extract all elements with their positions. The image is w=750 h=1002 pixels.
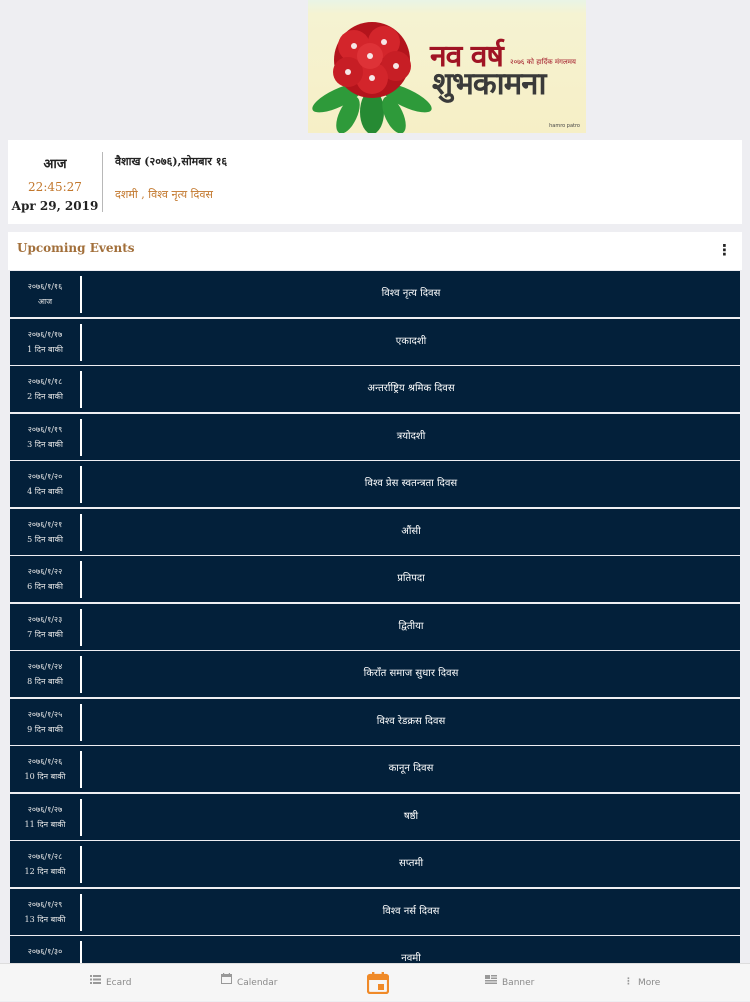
event-date-cell (10, 889, 80, 935)
event-name: कानून दिवस (388, 763, 434, 774)
event-date-cell (10, 936, 80, 963)
event-days-remaining: 2 दिन बाकी (27, 392, 63, 401)
event-name: सप्तमी (398, 858, 424, 869)
event-name: द्वितीया (398, 620, 424, 632)
event-date-cell (10, 794, 80, 840)
event-row[interactable] (10, 699, 740, 745)
more-vertical-icon: ⋮ (624, 977, 633, 987)
event-date-cell (10, 604, 80, 650)
event-bs-date: २०७६/१/१६ (27, 282, 63, 291)
event-row[interactable] (10, 889, 740, 935)
event-name: त्रयोदशी (396, 430, 426, 442)
event-bs-date: २०७६/१/१९ (27, 424, 63, 434)
event-days-remaining: 1 दिन बाकी (27, 344, 63, 354)
event-name: नवमी (401, 953, 421, 963)
divider (102, 152, 103, 212)
event-bs-date: २०७६/१/२८ (27, 852, 63, 861)
upcoming-events-title: Upcoming Events (17, 241, 135, 255)
upcoming-events-header (8, 232, 742, 270)
event-name: एकादशी (395, 335, 427, 347)
event-date-cell (10, 461, 80, 507)
event-row[interactable] (10, 366, 740, 412)
nepali-date: वैशाख (२०७६),सोमबार १६ (115, 155, 228, 168)
event-row[interactable] (10, 461, 740, 507)
event-bs-date: २०७६/१/२० (27, 472, 63, 481)
event-name: किराँत समाज सुधार दिवस (363, 668, 459, 679)
event-days-remaining: 3 दिन बाकी (27, 439, 63, 449)
event-row[interactable] (10, 509, 740, 555)
rhododendron-flower-icon (308, 0, 438, 133)
event-row[interactable] (10, 556, 740, 602)
event-name: अन्तर्राष्ट्रिय श्रमिक दिवस (367, 383, 455, 394)
nav-calendar-label: Calendar (237, 978, 278, 988)
event-row[interactable] (10, 936, 740, 963)
event-bs-date: २०७६/१/२४ (27, 662, 63, 671)
current-date: Apr 29, 2019 (11, 199, 99, 213)
event-days-remaining: 4 दिन बाकी (27, 487, 63, 496)
nav-banner-label: Banner (502, 978, 535, 988)
event-name: विश्व रेडक्रस दिवस (376, 715, 446, 727)
list-icon (90, 964, 101, 1001)
event-date-cell (10, 556, 80, 602)
banner-subtitle: २०७६ को हार्दिक मंगलमय (510, 58, 576, 66)
event-name: विश्व नृत्य दिवस (381, 288, 441, 299)
banner-title-line2: शुभकामना (432, 66, 546, 102)
calendar-icon (221, 964, 232, 1001)
nav-calendar[interactable] (221, 964, 277, 1001)
event-date-cell (10, 841, 80, 887)
event-days-remaining: आज (37, 297, 53, 306)
today-clock (8, 140, 102, 224)
event-row[interactable] (10, 319, 740, 365)
event-row[interactable] (10, 604, 740, 650)
nav-ecard-label: Ecard (106, 978, 132, 988)
event-name: विश्व प्रेस स्वतन्त्रता दिवस (364, 478, 458, 489)
event-name: औंसी (401, 525, 421, 537)
event-bs-date: २०७६/१/१८ (27, 377, 63, 386)
event-days-remaining: 12 दिन बाकी (24, 867, 66, 876)
event-bs-date: २०७६/१/२३ (27, 614, 63, 624)
event-row[interactable] (10, 271, 740, 317)
event-bs-date: २०७६/१/२६ (27, 757, 63, 766)
nav-more-label: More (638, 978, 661, 988)
event-row[interactable] (10, 651, 740, 697)
event-bs-date: २०७६/१/३० (27, 947, 63, 956)
today-events: दशमी , विश्व नृत्य दिवस (115, 188, 213, 201)
event-days-remaining: 10 दिन बाकी (24, 772, 66, 781)
event-bs-date: २०७६/१/२२ (27, 567, 63, 576)
event-bs-date: २०७६/१/२१ (27, 519, 63, 529)
event-date-cell (10, 651, 80, 697)
event-date-cell (10, 366, 80, 412)
new-year-banner[interactable] (308, 0, 586, 133)
current-time: 22:45:27 (28, 180, 82, 194)
newspaper-icon (485, 964, 497, 1001)
event-days-remaining: 11 दिन बाकी (24, 819, 66, 829)
event-date-cell (10, 414, 80, 460)
banner-credit: hamro patro (549, 123, 580, 129)
event-date-cell (10, 746, 80, 792)
event-name: प्रतिपदा (397, 573, 425, 584)
event-bs-date: २०७६/१/२९ (27, 899, 63, 909)
today-label: आज (43, 157, 67, 172)
event-days-remaining: 9 दिन बाकी (27, 724, 63, 734)
event-date-cell (10, 509, 80, 555)
event-date-cell (10, 271, 80, 317)
event-days-remaining: 6 दिन बाकी (27, 582, 63, 591)
event-row[interactable] (10, 794, 740, 840)
more-vertical-icon[interactable]: ⋮ (717, 241, 732, 259)
event-bs-date: २०७६/१/१७ (27, 329, 63, 339)
event-days-remaining: 7 दिन बाकी (27, 629, 63, 639)
nav-banner[interactable] (485, 964, 534, 1001)
banner-title-line1: नव वर्ष (430, 39, 503, 74)
event-row[interactable] (10, 746, 740, 792)
nav-more[interactable] (624, 964, 660, 1001)
calendar-today-icon[interactable] (367, 972, 389, 998)
event-date-cell (10, 699, 80, 745)
event-row[interactable] (10, 414, 740, 460)
upcoming-events-list[interactable] (10, 271, 740, 963)
event-days-remaining: 8 दिन बाकी (27, 677, 63, 686)
event-days-remaining: 5 दिन बाकी (27, 534, 63, 544)
today-card[interactable] (8, 140, 742, 224)
event-row[interactable] (10, 841, 740, 887)
event-name: विश्व नर्स दिवस (382, 905, 440, 917)
event-days-remaining: 13 दिन बाकी (24, 914, 66, 924)
event-bs-date: २०७६/१/२७ (27, 804, 63, 814)
event-name: षष्ठी (403, 810, 419, 822)
nav-ecard[interactable] (90, 964, 131, 1001)
event-date-cell (10, 319, 80, 365)
event-bs-date: २०७६/१/२५ (27, 709, 63, 719)
bottom-navigation (0, 963, 750, 1001)
